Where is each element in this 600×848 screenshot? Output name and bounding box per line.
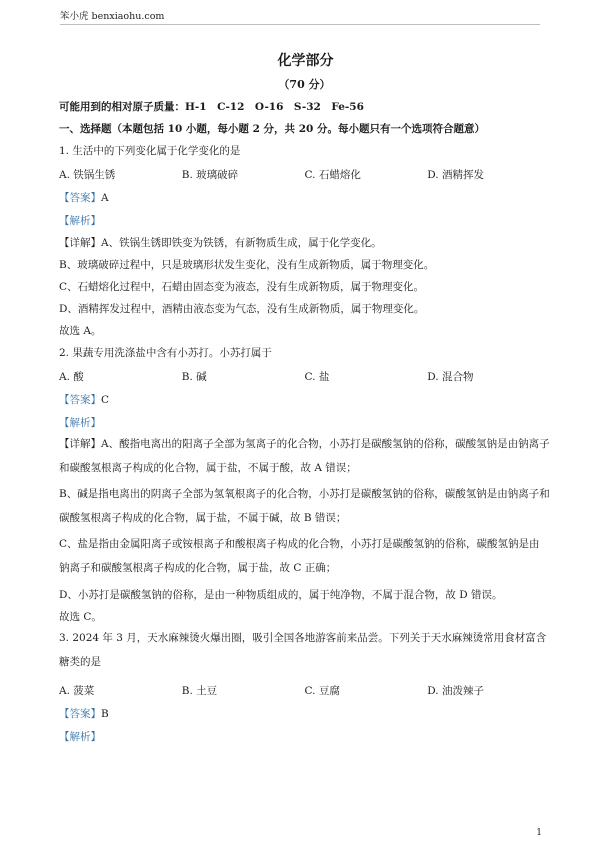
q3-analysis-label: 【解析】: [59, 731, 101, 743]
q2-option-a: A. 酸: [59, 371, 84, 383]
q1-option-b: B. 玻璃破碎: [181, 169, 239, 181]
q3-option-c: C. 豆腐: [304, 685, 340, 697]
q2-detail-3: D、小苏打是碳酸氢钠的俗称，是由一种物质组成的，属于纯净物，不属于混合物，故 D 错误。: [59, 589, 503, 601]
answer-label: 【答案】: [59, 192, 101, 204]
page-header: 笨小虎 benxiaohu.com: [60, 11, 165, 22]
q3-option-d: D. 油泼辣子: [427, 685, 484, 697]
q2-detail-1: B、碱是指电离出的阴离子全部为氢氧根离子的化合物，小苏打是碳酸氢钠的俗称，碳酸氢钠是由钠离子和碳酸氢根离子构成的化合物，属于盐，不属于碱，故 B 错误；: [59, 488, 550, 524]
q1-analysis-label: 【解析】: [59, 215, 101, 227]
atomic-masses: 可能用到的相对原子质量：H-1 C-12 O-16 S-32 Fe-56: [59, 101, 364, 113]
page-subtitle: （70 分）: [278, 78, 331, 91]
q2-option-d: D. 混合物: [427, 371, 474, 383]
q3-option-a: A. 菠菜: [59, 685, 95, 697]
q2-conclusion: 故选 C。: [59, 611, 102, 623]
q2-option-c: C. 盐: [304, 371, 330, 383]
page-title: 化学部分: [277, 53, 334, 69]
q1-detail-3: D、酒精挥发过程中，酒精由液态变为气态，没有生成新物质，属于物理变化。: [59, 303, 425, 315]
answer-label: 【答案】: [59, 394, 101, 406]
q1-option-a: A. 铁锅生锈: [59, 169, 116, 181]
q3-option-b: B. 土豆: [181, 685, 218, 697]
q2-detail-0: 【详解】A、酸指电离出的阳离子全部为氢离子的化合物，小苏打是碳酸氢钠的俗称，碳酸氢钠是由钠离子和碳酸氢根离子构成的化合物，属于盐，不属于酸，故 A 错误；: [59, 438, 550, 474]
q1-answer-value: A: [101, 192, 109, 204]
q2-stem: 2. 果蔬专用洗涤盐中含有小苏打。小苏打属于: [59, 347, 272, 359]
answer-label: 【答案】: [59, 708, 101, 720]
q3-answer: [59, 707, 550, 721]
q2-answer: [59, 393, 550, 407]
q3-stem: 3. 2024 年 3 月，天水麻辣烫火爆出圈，吸引全国各地游客前来品尝。下列关于天水麻辣烫常用食材富含糖类的是: [59, 632, 547, 668]
q2-answer-value: C: [101, 394, 110, 406]
q1-option-c: C. 石蜡熔化: [304, 169, 361, 181]
q1-detail-2: C、石蜡熔化过程中，石蜡由固态变为液态，没有生成新物质，属于物理变化。: [59, 281, 425, 293]
q1-option-d: D. 酒精挥发: [427, 169, 484, 181]
q3-options: [59, 684, 550, 698]
q2-option-b: B. 碱: [181, 371, 207, 383]
section-heading: 一、选择题（本题包括 10 小题，每小题 2 分，共 20 分。每小题只有一个选项符合题意）: [59, 123, 485, 135]
q1-stem: 1. 生活中的下列变化属于化学变化的是: [59, 145, 241, 157]
q2-detail-2: C、盐是指由金属阳离子或铵根离子和酸根离子构成的化合物，小苏打是碳酸氢钠的俗称，碳酸氢钠是由钠离子和碳酸氢根离子构成的化合物，属于盐，故 C 正确；: [59, 538, 540, 574]
q2-analysis-label: 【解析】: [59, 417, 101, 429]
q1-detail-0: 【详解】A、铁锅生锈即铁变为铁锈，有新物质生成，属于化学变化。: [59, 237, 382, 249]
q1-conclusion: 故选 A。: [59, 325, 102, 337]
document-body: [59, 52, 550, 744]
q1-detail-1: B、玻璃破碎过程中，只是玻璃形状发生变化，没有生成新物质，属于物理变化。: [59, 259, 435, 271]
header-divider: [60, 24, 540, 25]
page-number: 1: [536, 828, 542, 838]
q3-answer-value: B: [101, 708, 109, 720]
q1-answer: [59, 191, 550, 205]
q1-options: [59, 168, 550, 182]
q2-options: [59, 370, 550, 384]
